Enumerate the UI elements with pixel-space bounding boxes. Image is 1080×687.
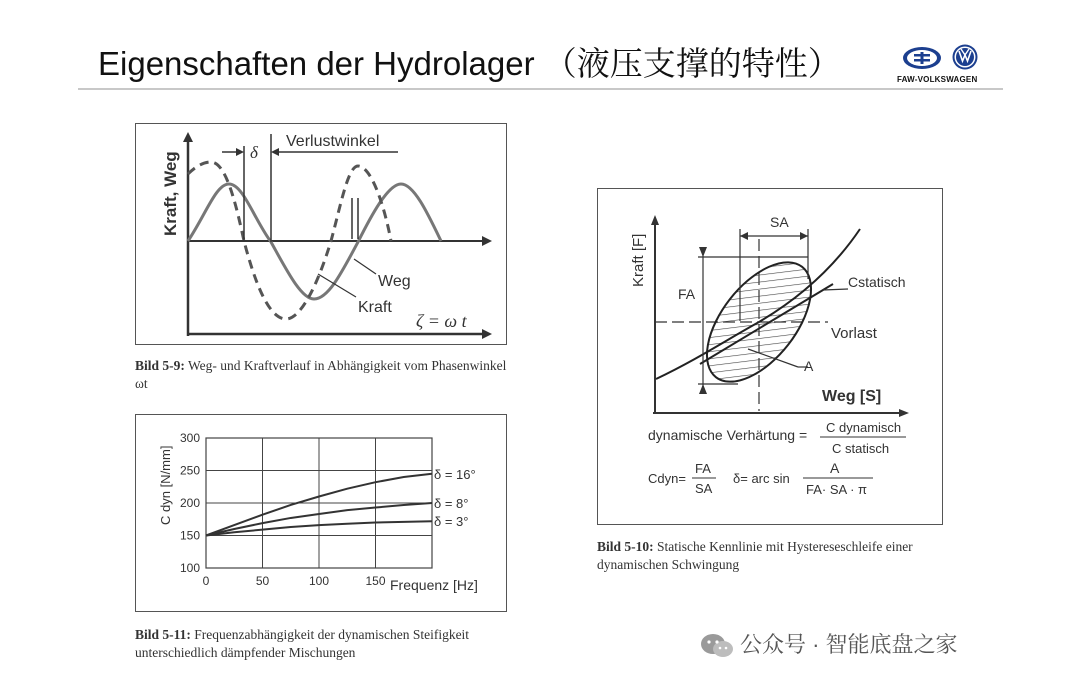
caption-5-10-text: Statische Kennlinie mit Hystereseschleife einer dynamischen Schwingung bbox=[597, 539, 913, 572]
fig2-vorlast-label: Vorlast bbox=[831, 325, 877, 342]
fig1-verlust-label: Verlustwinkel bbox=[286, 133, 380, 150]
brand-label: FAW-VOLKSWAGEN bbox=[897, 75, 978, 84]
chart-y-tick-label: 300 bbox=[179, 431, 200, 445]
figure-hysteresis bbox=[597, 188, 943, 525]
eq2-left: Cdyn= bbox=[648, 471, 686, 486]
fig2-sa-label: SA bbox=[770, 214, 789, 230]
chart-x-tick-label: 100 bbox=[308, 574, 330, 588]
eq1-den: C statisch bbox=[832, 441, 890, 456]
caption-5-11-text: Frequenzabhängigkeit der dynamischen Steifigkeit unterschiedlich dämpfender Mischungen bbox=[135, 627, 470, 660]
chart-x-tick-label: 0 bbox=[202, 574, 210, 588]
watermark bbox=[700, 628, 958, 660]
frequency-chart bbox=[136, 415, 506, 611]
fig2-a-label: A bbox=[804, 358, 814, 374]
eq3-num: A bbox=[830, 460, 840, 476]
figure-frequency bbox=[135, 414, 507, 612]
fig1-y-label: Kraft, Weg bbox=[161, 151, 180, 236]
fig1-x-label: ζ = ω t bbox=[416, 311, 467, 331]
fig1-delta-label: δ bbox=[250, 143, 258, 162]
eq3-left: δ= arc sin bbox=[733, 471, 790, 486]
chart-x-tick-label: 150 bbox=[365, 574, 386, 588]
fig1-weg-label: Weg bbox=[378, 273, 411, 290]
fig2-y-label: Kraft [F] bbox=[630, 233, 647, 287]
faw-logo-icon bbox=[902, 46, 942, 70]
fig3-x-label: Frequenz [Hz] bbox=[390, 577, 478, 593]
caption-5-11 bbox=[135, 626, 510, 662]
chart-y-tick-label: 250 bbox=[179, 463, 200, 478]
watermark-text: 公众号 · 智能底盘之家 bbox=[740, 632, 958, 657]
fig2-x-label: Weg [S] bbox=[822, 388, 882, 405]
caption-5-11-label: Bild 5-11: bbox=[135, 627, 191, 642]
page-title: Eigenschaften der Hydrolager （液压支撑的特性） bbox=[98, 45, 841, 82]
caption-5-9-label: Bild 5-9: bbox=[135, 358, 185, 373]
fig2-cstat-label: Cstatisch bbox=[848, 274, 906, 290]
chart-x-tick-label: 50 bbox=[255, 574, 270, 588]
fig1-kraft-label: Kraft bbox=[358, 299, 392, 316]
chart-y-tick-label: 150 bbox=[179, 528, 200, 543]
chart-series-label: δ = 8° bbox=[434, 496, 469, 511]
chart-series-label: δ = 16° bbox=[434, 466, 476, 482]
caption-5-9 bbox=[135, 357, 510, 393]
caption-5-10-label: Bild 5-10: bbox=[597, 539, 654, 554]
eq1-left: dynamische Verhärtung = bbox=[648, 427, 808, 443]
eq3-den: FA· SA · π bbox=[806, 482, 867, 497]
eq1-num: C dynamisch bbox=[826, 420, 902, 435]
chart-series-label: δ = 3° bbox=[434, 514, 469, 530]
figure-phase-angle bbox=[135, 123, 507, 345]
eq2-num: FA bbox=[695, 461, 711, 476]
caption-5-10 bbox=[597, 538, 957, 574]
chart-y-tick-label: 200 bbox=[179, 496, 200, 510]
wechat-icon bbox=[700, 632, 734, 660]
chart-y-tick-label: 100 bbox=[179, 561, 200, 575]
caption-5-9-text: Weg- und Kraftverlauf in Abhängigkeit vom Phasenwinkel ωt bbox=[135, 358, 507, 391]
title-divider bbox=[78, 88, 1003, 90]
eq2-den: SA bbox=[695, 481, 713, 496]
fig2-fa-label: FA bbox=[678, 286, 696, 302]
vw-logo-icon bbox=[952, 44, 978, 70]
fig3-y-label: C dyn [N/mm] bbox=[158, 445, 173, 525]
